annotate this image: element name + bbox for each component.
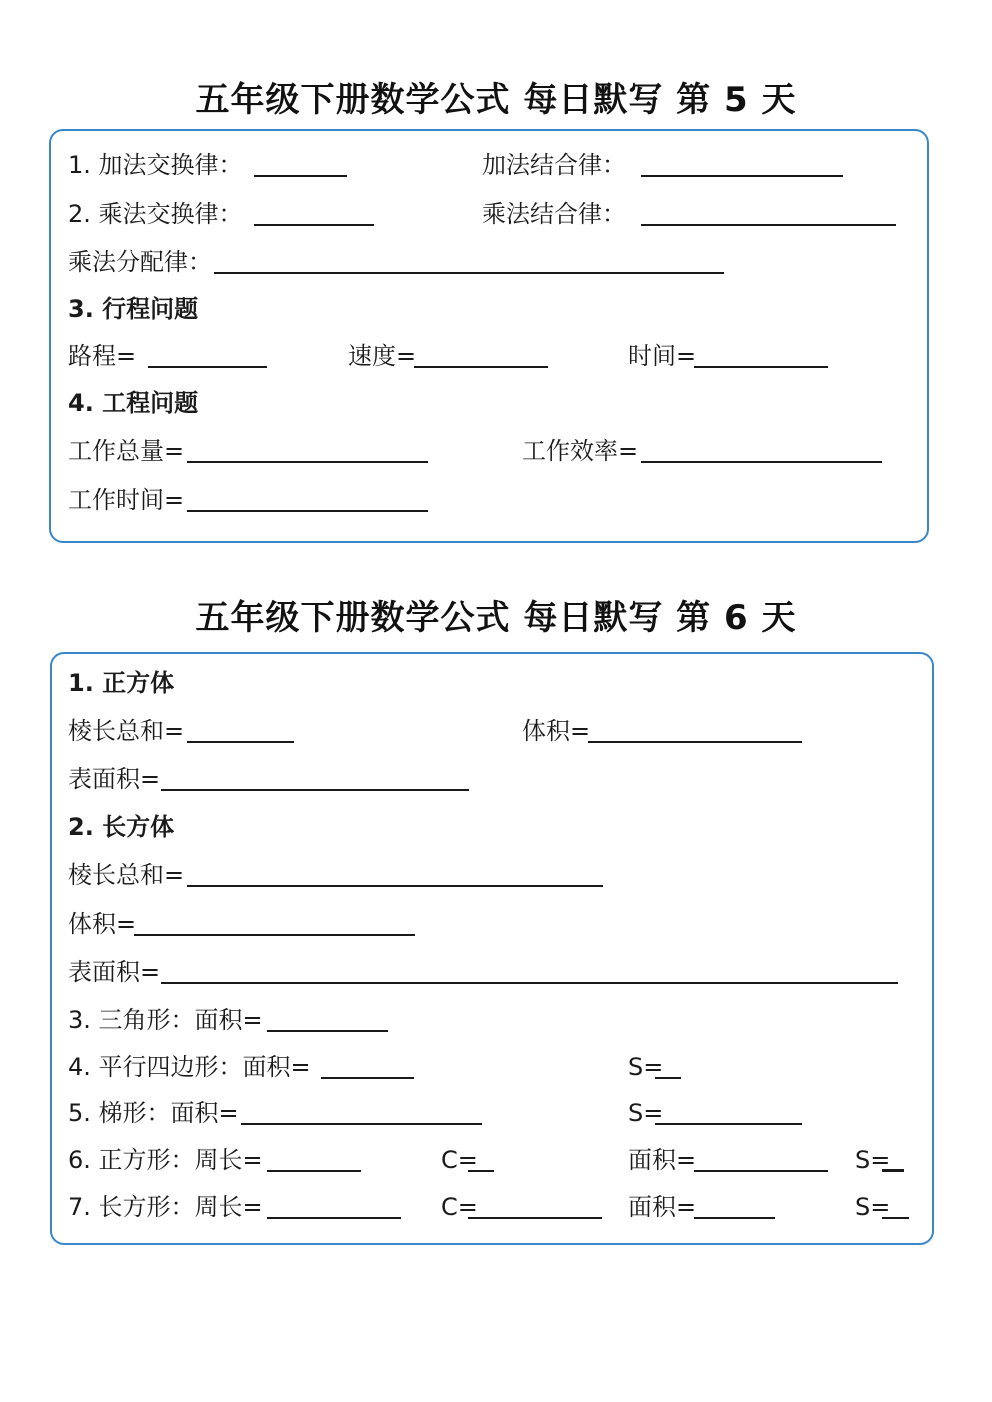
square-s-blank[interactable] [882, 1169, 904, 1172]
add-commutative-label: 1. 加法交换律： [68, 151, 243, 179]
parallelogram-s-label: S= [628, 1053, 664, 1081]
parallelogram-s-blank[interactable] [655, 1077, 681, 1079]
triangle-area-label: 3. 三角形：面积= [68, 1006, 263, 1034]
trapezoid-area-label: 5. 梯形：面积= [68, 1099, 239, 1127]
triangle-area-blank[interactable] [267, 1030, 388, 1032]
speed-label: 速度= [348, 342, 417, 370]
work-total-label: 工作总量= [68, 437, 185, 465]
cube-volume-label: 体积= [522, 717, 591, 745]
square-perimeter-blank[interactable] [267, 1170, 361, 1172]
rectangle-s-blank[interactable] [882, 1217, 909, 1219]
rectangle-perimeter-label: 7. 长方形：周长= [68, 1193, 263, 1221]
square-c-label: C= [441, 1146, 478, 1174]
mul-distributive-label: 乘法分配律： [68, 248, 212, 276]
rectangle-area-label: 面积= [628, 1193, 697, 1221]
work-efficiency-label: 工作效率= [522, 437, 639, 465]
cube-heading: 1. 正方体 [68, 669, 175, 697]
mul-distributive-blank[interactable] [214, 272, 724, 274]
cube-edge-sum-label: 棱长总和= [68, 717, 185, 745]
cube-volume-blank[interactable] [588, 741, 802, 743]
cuboid-surface-label: 表面积= [68, 958, 161, 986]
cuboid-surface-blank[interactable] [161, 982, 898, 984]
rectangle-area-blank[interactable] [694, 1217, 775, 1219]
square-c-blank[interactable] [468, 1170, 494, 1172]
mul-commutative-label: 2. 乘法交换律： [68, 200, 243, 228]
trapezoid-s-label: S= [628, 1099, 664, 1127]
cuboid-volume-blank[interactable] [134, 934, 415, 936]
square-area-label: 面积= [628, 1146, 697, 1174]
cube-surface-label: 表面积= [68, 765, 161, 793]
work-efficiency-blank[interactable] [641, 461, 882, 463]
square-s-label: S= [855, 1146, 891, 1174]
work-time-blank[interactable] [187, 510, 428, 512]
square-perimeter-label: 6. 正方形：周长= [68, 1146, 263, 1174]
work-total-blank[interactable] [187, 461, 428, 463]
cube-edge-sum-blank[interactable] [187, 741, 294, 743]
day5-card [49, 129, 929, 543]
travel-heading: 3. 行程问题 [68, 295, 199, 323]
square-area-blank[interactable] [694, 1170, 828, 1172]
speed-blank[interactable] [414, 366, 548, 368]
add-associative-label: 加法结合律： [482, 151, 626, 179]
cuboid-edge-sum-label: 棱长总和= [68, 861, 185, 889]
time-label: 时间= [628, 342, 697, 370]
add-commutative-blank[interactable] [254, 175, 347, 177]
mul-associative-label: 乘法结合律： [482, 200, 626, 228]
cuboid-heading: 2. 长方体 [68, 813, 175, 841]
rectangle-c-label: C= [441, 1193, 478, 1221]
cube-surface-blank[interactable] [161, 789, 469, 791]
add-associative-blank[interactable] [641, 175, 843, 177]
cuboid-edge-sum-blank[interactable] [187, 885, 603, 887]
rectangle-perimeter-blank[interactable] [267, 1217, 401, 1219]
rectangle-s-label: S= [855, 1193, 891, 1221]
parallelogram-area-label: 4. 平行四边形：面积= [68, 1053, 311, 1081]
work-time-label: 工作时间= [68, 486, 185, 514]
parallelogram-area-blank[interactable] [321, 1077, 414, 1079]
trapezoid-area-blank[interactable] [241, 1123, 482, 1125]
mul-associative-blank[interactable] [641, 224, 896, 226]
day5-title: 五年级下册数学公式 每日默写 第 5 天 [195, 80, 797, 120]
cuboid-volume-label: 体积= [68, 910, 137, 938]
distance-label: 路程= [68, 342, 137, 370]
work-heading: 4. 工程问题 [68, 389, 199, 417]
distance-blank[interactable] [148, 366, 267, 368]
time-blank[interactable] [694, 366, 828, 368]
mul-commutative-blank[interactable] [254, 224, 374, 226]
trapezoid-s-blank[interactable] [655, 1123, 802, 1125]
day6-title: 五年级下册数学公式 每日默写 第 6 天 [195, 598, 797, 638]
rectangle-c-blank[interactable] [468, 1217, 602, 1219]
